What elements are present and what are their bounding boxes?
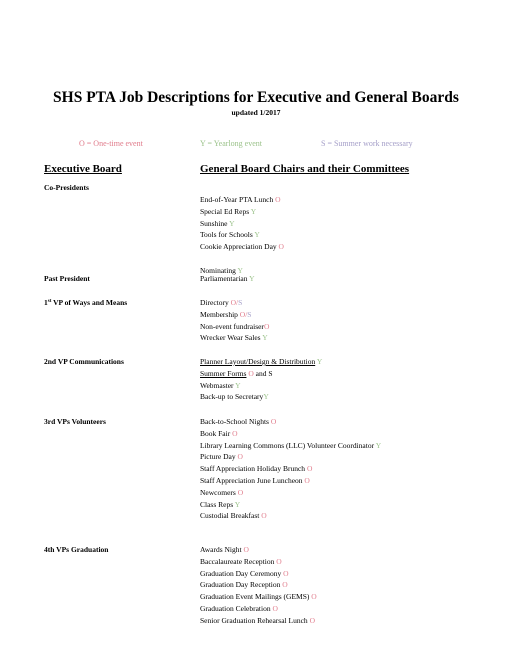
page-subtitle: updated 1/2017	[231, 108, 281, 117]
committee-list-3rd-vp	[200, 416, 381, 522]
event-code: Y	[234, 499, 241, 509]
committee-list-4th-vp	[200, 544, 317, 627]
list-item	[200, 591, 317, 603]
event-code: O	[237, 452, 243, 462]
executive-board-header: Executive Board	[44, 163, 122, 175]
list-item	[200, 451, 381, 463]
event-code: Y	[250, 206, 257, 216]
item-label: Nominating	[200, 265, 236, 275]
event-code: Y	[235, 380, 241, 390]
event-code: O	[237, 487, 244, 497]
event-code: Y	[262, 333, 268, 343]
list-item	[200, 206, 284, 218]
event-code: O	[282, 580, 288, 590]
event-code: Y	[237, 265, 243, 275]
item-label: Cookie Appreciation Day	[200, 242, 277, 252]
event-code: Y	[249, 274, 255, 283]
list-item	[200, 463, 381, 475]
list-item	[200, 615, 317, 627]
list-item	[200, 510, 381, 522]
list-item	[200, 556, 317, 568]
event-code: O	[232, 428, 238, 438]
item-label: Graduation Celebration	[200, 603, 271, 613]
item-label: Summer Forms	[200, 368, 247, 378]
item-label: Senior Graduation Rehearsal Lunch	[200, 615, 308, 625]
list-item: Membership O/S	[200, 309, 252, 319]
event-code: O	[304, 475, 310, 485]
item-label: End-of-Year PTA Lunch	[200, 195, 274, 204]
event-code: O	[243, 545, 249, 554]
event-code: O	[272, 603, 278, 613]
event-code: O	[263, 321, 270, 331]
list-item	[200, 194, 284, 206]
list-item	[200, 440, 381, 452]
list-item	[200, 241, 284, 253]
legend-yearlong: Y = Yearlong event	[200, 139, 262, 148]
item-label: Library Learning Commons (LLC) Volunteer Coordinator	[200, 440, 375, 450]
item-label: Staff Appreciation Holiday Brunch	[200, 464, 306, 474]
item-label: Membership	[200, 309, 238, 319]
item-note: and S	[253, 368, 273, 378]
event-code: O	[270, 417, 277, 426]
event-code: O	[276, 556, 282, 566]
event-code: Y	[316, 357, 323, 366]
list-item	[200, 428, 381, 440]
item-label: Tools for Schools	[200, 230, 253, 240]
committee-list-1st-vp	[200, 297, 269, 344]
event-code: O	[275, 195, 281, 204]
item-label: Baccalaureate Reception	[200, 556, 275, 566]
list-item	[200, 321, 269, 333]
item-label: Sunshine	[200, 218, 228, 228]
list-item	[200, 568, 317, 580]
item-label: Graduation Event Mailings (GEMS)	[200, 592, 310, 602]
section-3rd-vp: 3rd VPs Volunteers	[44, 417, 106, 426]
list-item	[200, 603, 317, 615]
list-item	[200, 380, 322, 392]
event-code: O	[248, 368, 254, 378]
list-item	[200, 332, 269, 344]
event-code: Y	[263, 392, 269, 402]
item-label: Webmaster	[200, 380, 234, 390]
item-label: Directory	[200, 298, 229, 307]
item-label: Special Ed Reps	[200, 206, 250, 216]
event-code: O	[311, 592, 317, 602]
list-item	[200, 368, 322, 380]
event-code: Y	[375, 440, 382, 450]
section-co-presidents: Co-Presidents	[44, 183, 89, 192]
item-label: Class Reps	[200, 499, 234, 509]
event-code: O/	[239, 309, 248, 319]
list-item	[200, 475, 381, 487]
list-item	[200, 229, 284, 241]
list-item	[200, 544, 317, 556]
list-item	[200, 356, 322, 368]
event-code: O	[283, 568, 289, 578]
item-label: Graduation Day Ceremony	[200, 568, 282, 578]
page-title: SHS PTA Job Descriptions for Executive and General Boards	[53, 89, 459, 106]
item-label: Wrecker Wear Sales	[200, 333, 261, 343]
legend-one-time: O = One-time event	[79, 139, 143, 148]
list-item	[200, 487, 381, 499]
list-item	[200, 391, 322, 403]
committee-list-2nd-vp	[200, 356, 322, 403]
list-item	[200, 273, 255, 285]
item-label: Custodial Breakfast	[200, 511, 260, 521]
item-label: Newcomers	[200, 487, 236, 497]
event-code: O	[309, 615, 315, 625]
list-item	[200, 416, 381, 428]
item-label: Non-event fundraiser	[200, 321, 264, 331]
list-spacer	[200, 253, 284, 265]
legend-summer: S = Summer work necessary	[321, 139, 413, 148]
section-1st-vp: 1st VP of Ways and Means	[44, 298, 128, 307]
item-label: Planner Layout/Design & Distribution	[200, 357, 316, 366]
item-label: Awards Night	[200, 545, 242, 554]
event-code: Y	[254, 230, 260, 240]
item-label: Parliamentarian	[200, 274, 248, 283]
committee-list-co-presidents	[200, 194, 284, 277]
list-item	[200, 218, 284, 230]
list-item	[200, 499, 381, 511]
item-label: Picture Day	[200, 452, 236, 462]
item-label: Book Fair	[200, 428, 231, 438]
event-code: Y	[229, 218, 235, 228]
item-label: Back-to-School Nights	[200, 417, 269, 426]
event-code: O	[306, 464, 313, 474]
item-label: Graduation Day Reception	[200, 580, 281, 590]
section-past-president: Past President	[44, 274, 90, 283]
event-code: O/	[230, 298, 239, 307]
section-2nd-vp: 2nd VP Communications	[44, 357, 124, 366]
section-4th-vp: 4th VPs Graduation	[44, 545, 109, 554]
event-code: O	[261, 511, 267, 521]
committee-list-past-president	[200, 273, 255, 285]
general-board-header: General Board Chairs and their Committees	[200, 163, 410, 175]
item-label: Staff Appreciation June Luncheon	[200, 475, 303, 485]
list-item	[200, 579, 317, 591]
item-label: Back-up to Secretary	[200, 392, 264, 402]
event-code: O	[278, 242, 284, 252]
list-item: Directory O/S	[200, 298, 243, 307]
